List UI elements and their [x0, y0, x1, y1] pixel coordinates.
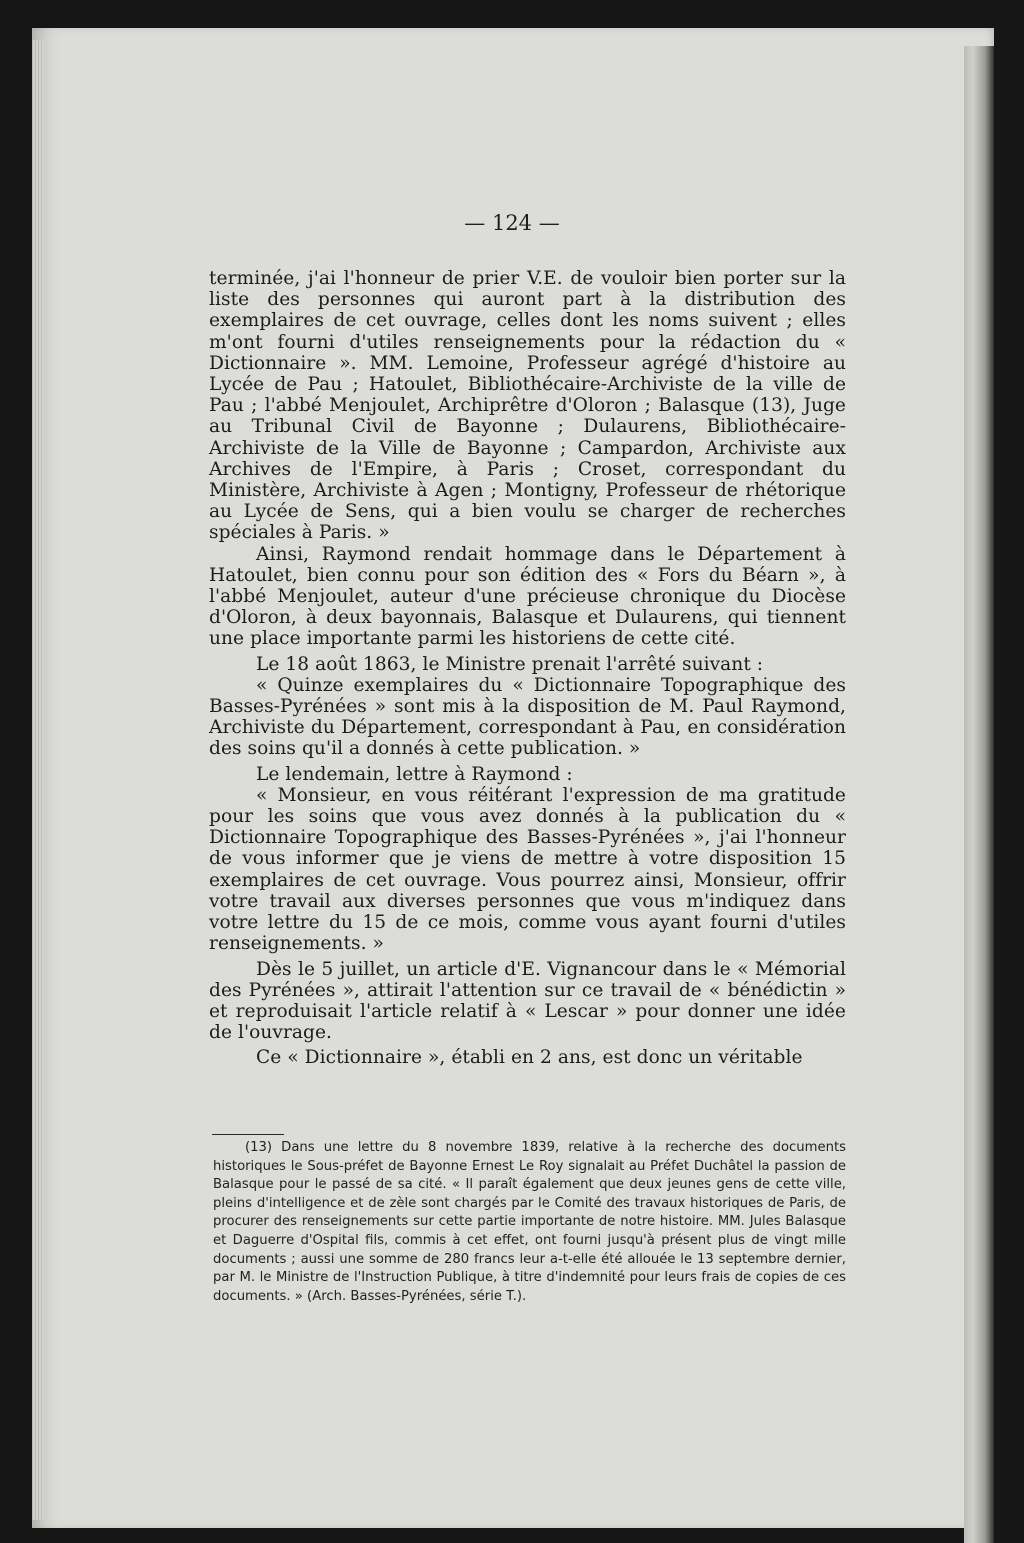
page-edge-left — [32, 40, 44, 1520]
page-number: — 124 — — [464, 211, 560, 235]
paragraph: terminée, j'ai l'honneur de prier V.E. de vouloir bien porter sur la liste des personnes qui auront part à la distribution des exemplaires de cet ouvrage, celles dont les noms suivent ; elles m'ont fourni d'utiles renseignements pour la rédaction du « Dictionnaire ». MM. Lemoine, Professeur agrégé d'histoire au Lycée de Pau ; Hatoulet, Bibliothécaire-Archiviste de la ville de Pau ; l'abbé Menjoulet, Archiprêtre d'Oloron ; Balasque (13), Juge au Tribunal Civil de Bayonne ; Dulaurens, Bibliothécaire-Archiviste de la Ville de Bayonne ; Campardon, Archiviste aux Archives de l'Empire, à Paris ; Croset, correspondant du Ministère, Archiviste à Agen ; Montigny, Professeur de rhétorique au Lycée de Sens, qui a bien voulu se charger de recherches spéciales à Paris. » — [209, 268, 846, 544]
paragraph: « Monsieur, en vous réitérant l'expression de ma gratitude pour les soins que vous avez donnés à la publication du « Dictionnaire Topographique des Basses-Pyrénées », j'ai l'honneur de vous informer que je viens de mettre à votre disposition 15 exemplaires de cet ouvrage. Vous pourrez ainsi, Monsieur, offrir votre travail aux diverses personnes que vous m'indiquez dans votre lettre du 15 de ce mois, comme vous ayant fourni d'utiles renseignements. » — [209, 784, 846, 955]
page-edge-right — [964, 46, 994, 1543]
paragraph: Le 18 août 1863, le Ministre prenait l'arrêté suivant : — [256, 653, 764, 675]
paragraph: « Quinze exemplaires du « Dictionnaire Topographique des Basses-Pyrénées » sont mis à la disposition de M. Paul Raymond, Archiviste du Département, correspondant à Pau, en considération des soins qu'il a donnés à cette publication. » — [209, 674, 846, 760]
paragraph: Dès le 5 juillet, un article d'E. Vignancour dans le « Mémorial des Pyrénées », attirait l'attention sur ce travail de « bénédictin » et reproduisait l'article relatif à « Lescar » pour donner une idée de l'ouvrage. — [209, 958, 846, 1044]
paragraph: Ainsi, Raymond rendait hommage dans le Département à Hatoulet, bien connu pour son édition des « Fors du Béarn », à l'abbé Menjoulet, auteur d'une précieuse chronique du Diocèse d'Oloron, à deux bayonnais, Balasque et Dulaurens, qui tiennent une place importante parmi les historiens de cette cité. — [209, 543, 846, 650]
paragraph: Le lendemain, lettre à Raymond : — [256, 763, 573, 785]
main-text — [209, 268, 846, 1069]
footnote-separator — [212, 1134, 284, 1135]
paragraph: Ce « Dictionnaire », établi en 2 ans, est donc un véritable — [256, 1047, 803, 1069]
footnote: (13) Dans une lettre du 8 novembre 1839, relative à la recherche des documents historiques le Sous-préfet de Bayonne Ernest Le Roy signalait au Préfet Duchâtel la passion de Balasque pour le passé de sa cité. « Il paraît également que deux jeunes gens de cette ville, pleins d'intelligence et de zèle sont chargés par le Comité des travaux historiques de Paris, de procurer des renseignements sur cette partie importante de notre histoire. MM. Jules Balasque et Daguerre d'Ospital fils, commis à cet effet, ont fourni jusqu'à présent plus de vingt mille documents ; aussi une somme de 280 francs leur a-t-elle été allouée le 13 septembre dernier, par M. le Ministre de l'Instruction Publique, à titre d'indemnité pour leurs frais de copies de ces documents. » (Arch. Basses-Pyrénées, série T.). — [213, 1140, 846, 1304]
